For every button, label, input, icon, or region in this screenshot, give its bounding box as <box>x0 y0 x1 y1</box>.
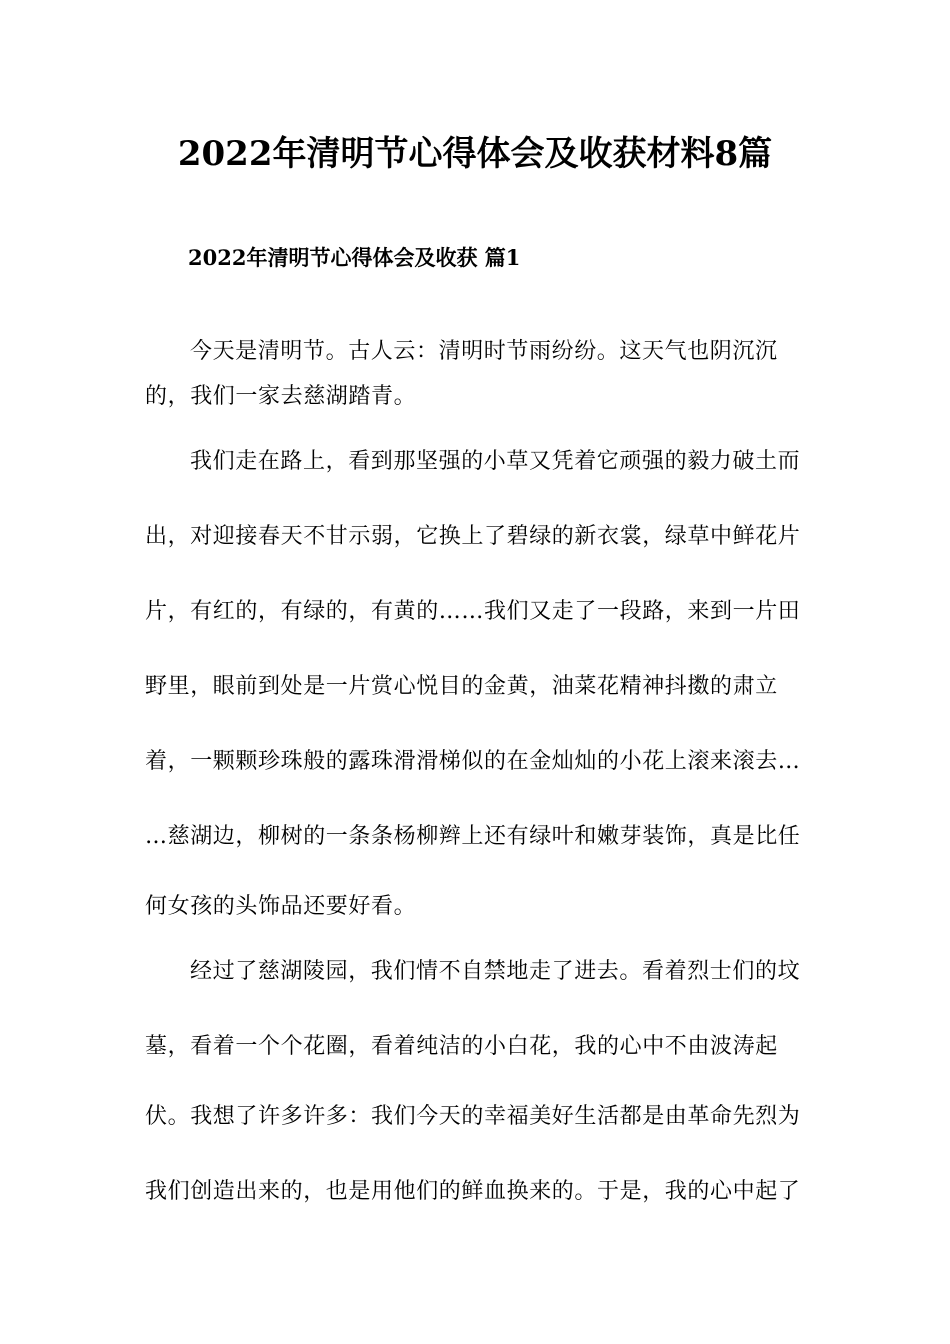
paragraph-line: 的，我们一家去慈湖踏青。 <box>145 384 417 409</box>
paragraph-line: 我们走在路上，看到那坚强的小草又凭着它顽强的毅力破土而 <box>190 449 801 474</box>
paragraph-line: 经过了慈湖陵园，我们情不自禁地走了进去。看着烈士们的坟 <box>190 959 801 984</box>
document-title: 2022年清明节心得体会及收获材料8篇 <box>177 134 773 174</box>
section-heading: 2022年清明节心得体会及收获 篇1 <box>188 245 521 270</box>
paragraph-line: 野里，眼前到处是一片赏心悦目的金黄，油菜花精神抖擞的肃立 <box>145 674 778 699</box>
paragraph-line: 片，有红的，有绿的，有黄的……我们又走了一段路，来到一片田 <box>145 599 801 624</box>
paragraph-line: …慈湖边，柳树的一条条杨柳辫上还有绿叶和嫩芽装饰，真是比任 <box>145 824 801 849</box>
paragraph-line: 何女孩的头饰品还要好看。 <box>145 894 417 919</box>
paragraph-line: 墓，看着一个个花圈，看着纯洁的小白花，我的心中不由波涛起 <box>145 1034 778 1059</box>
paragraph-line: 出，对迎接春天不甘示弱，它换上了碧绿的新衣裳，绿草中鲜花片 <box>145 524 801 549</box>
paragraph-line: 伏。我想了许多许多：我们今天的幸福美好生活都是由革命先烈为 <box>145 1104 801 1129</box>
paragraph-line: 我们创造出来的，也是用他们的鲜血换来的。于是，我的心中起了 <box>145 1179 801 1204</box>
paragraph-line: 今天是清明节。古人云：清明时节雨纷纷。这天气也阴沉沉 <box>190 339 778 364</box>
paragraph-line: 着，一颗颗珍珠般的露珠滑滑梯似的在金灿灿的小花上滚来滚去… <box>145 749 801 774</box>
